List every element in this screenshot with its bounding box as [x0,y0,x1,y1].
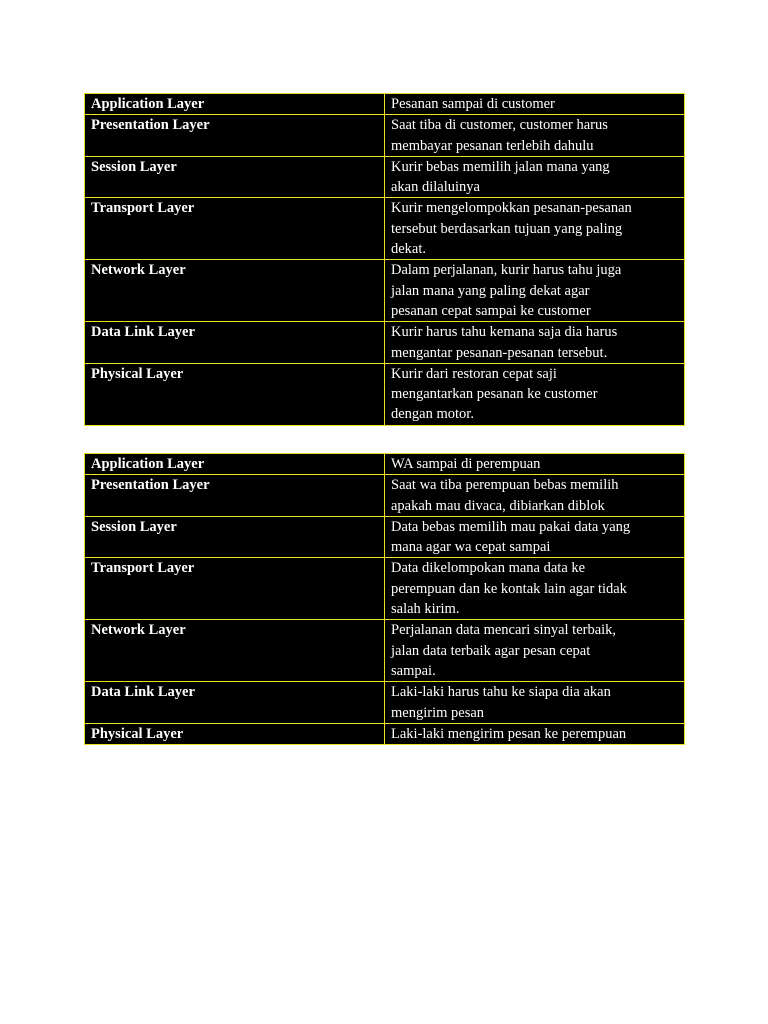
layer-name: Data Link Layer [85,682,385,724]
table-row [85,558,685,620]
table-row [85,363,685,425]
layer-description: Saat wa tiba perempuan bebas memilih apakah mau divaca, dibiarkan diblok [385,475,685,517]
table-row [85,620,685,682]
layer-description: Data bebas memilih mau pakai data yang mana agar wa cepat sampai [385,516,685,558]
layer-name: Session Layer [85,156,385,198]
layer-description: Pesanan sampai di customer [385,94,685,115]
table-row [85,260,685,322]
table-row [85,454,685,475]
layer-name: Network Layer [85,620,385,682]
layer-description: Perjalanan data mencari sinyal terbaik, jalan data terbaik agar pesan cepat sampai. [385,620,685,682]
layer-name: Session Layer [85,516,385,558]
layer-name: Transport Layer [85,558,385,620]
osi-table-whatsapp [84,453,685,745]
osi-table-delivery [84,93,685,426]
layer-name: Transport Layer [85,198,385,260]
layer-description: Kurir dari restoran cepat saji mengantarkan pesanan ke customer dengan motor. [385,363,685,425]
layer-name: Network Layer [85,260,385,322]
table-row [85,198,685,260]
layer-name: Application Layer [85,454,385,475]
layer-description: Kurir mengelompokkan pesanan-pesanan tersebut berdasarkan tujuan yang paling dekat. [385,198,685,260]
layer-description: Saat tiba di customer, customer harus membayar pesanan terlebih dahulu [385,115,685,157]
table-row [85,156,685,198]
layer-name: Application Layer [85,94,385,115]
layer-name: Presentation Layer [85,115,385,157]
table-row [85,516,685,558]
layer-description: Laki-laki harus tahu ke siapa dia akan mengirim pesan [385,682,685,724]
table-row [85,723,685,744]
table-row [85,115,685,157]
layer-name: Presentation Layer [85,475,385,517]
table-row [85,682,685,724]
layer-description: WA sampai di perempuan [385,454,685,475]
layer-name: Data Link Layer [85,322,385,364]
layer-description: Kurir bebas memilih jalan mana yang akan dilaluinya [385,156,685,198]
layer-name: Physical Layer [85,723,385,744]
layer-name: Physical Layer [85,363,385,425]
layer-description: Laki-laki mengirim pesan ke perempuan [385,723,685,744]
table-row [85,94,685,115]
layer-description: Data dikelompokan mana data ke perempuan dan ke kontak lain agar tidak salah kirim. [385,558,685,620]
layer-description: Dalam perjalanan, kurir harus tahu juga jalan mana yang paling dekat agar pesanan cepat sampai ke customer [385,260,685,322]
table-row [85,475,685,517]
layer-description: Kurir harus tahu kemana saja dia harus mengantar pesanan-pesanan tersebut. [385,322,685,364]
table-row [85,322,685,364]
